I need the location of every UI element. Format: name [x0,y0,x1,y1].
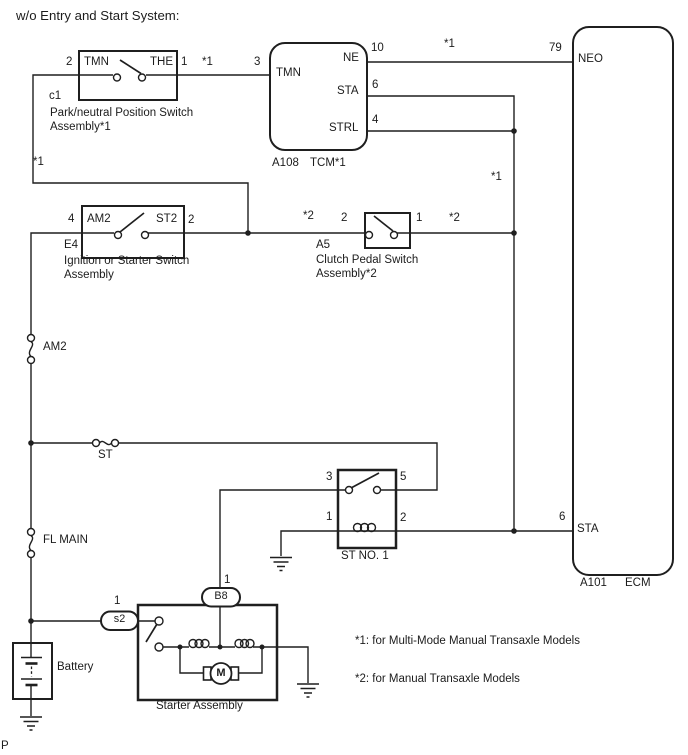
tcm-pin-tmn: 3 [254,56,261,68]
c1-pin-left: 2 [66,56,73,68]
tcm-name: TCM*1 [310,157,346,169]
e4-terminal-st2: ST2 [156,213,178,225]
wire-tcm-sta [367,96,514,131]
page-marker: P [1,740,9,752]
a5-desc-line2: Assembly*2 [316,268,377,280]
am2-fuse-label: AM2 [43,341,67,353]
battery-box [13,643,52,699]
wire-tag-a5: *2 [449,212,460,224]
c1-pin-right: 1 [181,56,188,68]
a5-pin-right: 1 [416,212,423,224]
relay-pin-2: 2 [400,512,407,524]
c1-desc-line1: Park/neutral Position Switch [50,107,194,119]
footnote-1: *1: for Multi-Mode Manual Transaxle Models [355,635,580,647]
tcm-terminal-strl: STRL [329,122,359,134]
wire-tag-c1-tcm: *1 [202,56,213,68]
footnote-2: *2: for Manual Transaxle Models [355,673,520,685]
tcm-terminal-tmn: TMN [276,67,301,79]
ecm-terminal-sta: STA [577,523,599,535]
b8-connector-label: B8 [214,590,228,602]
a5-box [365,213,410,248]
c1-terminal-tmn: TMN [84,56,109,68]
wire-tag-left-branch: *1 [33,156,44,168]
a5-desc-line1: Clutch Pedal Switch [316,254,419,266]
ecm-code: A101 [580,577,607,589]
starter-coil-left [189,640,209,648]
relay-ground-symbol [270,558,292,571]
tcm-pin-strl: 4 [372,114,379,126]
e4-terminal-am2: AM2 [87,213,111,225]
motor-label: M [216,667,226,679]
relay-name: ST NO. 1 [341,550,389,562]
tcm-code: A108 [272,157,299,169]
b8-connector-pin: 1 [224,574,231,586]
st-relay-box [338,470,396,548]
e4-desc-line2: Assembly [64,269,114,281]
c1-terminal-the: THE [150,56,173,68]
e4-switch-symbol [115,213,149,239]
wire-st-to-relay5 [119,443,437,490]
ecm-pin-neo: 79 [549,42,562,54]
starter-name: Starter Assembly [156,700,243,712]
ecm-terminal-neo: NEO [578,53,603,65]
tcm-pin-sta: 6 [372,79,379,91]
relay-pin-3: 3 [326,471,333,483]
relay-switch-symbol [346,473,381,494]
am2-fuse-symbol [28,335,35,364]
c1-code: c1 [49,90,62,102]
st-fuse-symbol [93,440,119,447]
s2-connector-pin: 1 [114,595,121,607]
wire-tag-e4: *2 [303,210,314,222]
ecm-name: ECM [625,577,651,589]
starter-coil-right [235,640,254,648]
battery-symbol [21,658,42,686]
starter-switch-symbol [146,617,163,651]
battery-name: Battery [57,661,94,673]
e4-pin-right: 2 [188,214,195,226]
e4-pin-left: 4 [68,213,75,225]
wire-tag-ne: *1 [444,38,455,50]
fl-main-fuse-label: FL MAIN [43,534,88,546]
st-fuse-label: ST [98,449,113,461]
tcm-terminal-ne: NE [343,52,359,64]
a5-pin-left: 2 [341,212,348,224]
wire-relay3-to-b8 [220,490,345,588]
wire-relay1-to-ground [281,531,338,556]
a5-code: A5 [316,239,331,251]
s2-connector-label: s2 [113,613,126,625]
ecm-pin-sta: 6 [559,511,566,523]
relay-pin-1: 1 [326,511,333,523]
e4-code: E4 [64,239,79,251]
battery-ground-symbol [20,717,42,730]
tcm-terminal-sta: STA [337,85,359,97]
wire-tag-center-branch: *1 [491,171,502,183]
starter-ground-symbol [297,684,319,697]
c1-switch-symbol [114,60,146,81]
c1-desc-line2: Assembly*1 [50,121,111,133]
relay-pin-5: 5 [400,471,407,483]
a5-switch-symbol [366,216,398,239]
fl-main-fuse-symbol [28,529,35,558]
wire-c1-branch [33,75,248,233]
tcm-pin-ne: 10 [371,42,384,54]
e4-desc-line1: Ignition or Starter Switch [64,255,190,267]
diagram-title: w/o Entry and Start System: [16,8,180,23]
ecm-box [573,27,673,575]
